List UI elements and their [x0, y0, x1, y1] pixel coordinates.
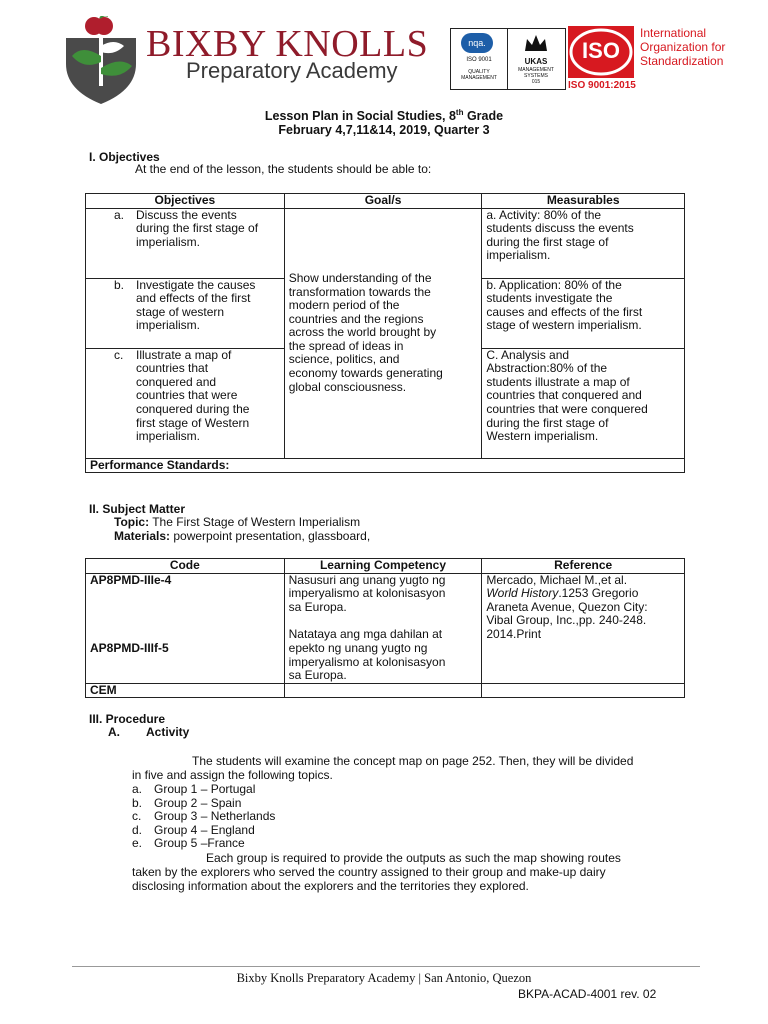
- topic-value: The First Stage of Western Imperialism: [149, 515, 361, 529]
- group-text: Group 5 –France: [154, 836, 245, 851]
- goal-line: global consciousness.: [288, 379, 407, 394]
- measurable-line: countries that conquered and: [486, 388, 642, 403]
- output-paragraph-line: disclosing information about the explorers and the territories they explored.: [132, 879, 529, 893]
- list-marker: b.: [114, 277, 125, 292]
- objective-line: Discuss the events: [136, 207, 237, 222]
- measurable-line: students illustrate a map of: [486, 374, 630, 389]
- goal-line: transformation towards the: [288, 284, 431, 299]
- materials-line: [114, 530, 370, 544]
- cert-number: 015: [531, 79, 541, 85]
- competency-line: Natataya ang mga dahilan at: [288, 627, 443, 642]
- column-header: Code: [86, 559, 285, 574]
- reference-line: [486, 587, 680, 601]
- objective-line: imperialism.: [136, 234, 201, 249]
- competency-line: imperyalismo at kolonisasyon: [288, 654, 446, 669]
- measurable-line: students investigate the: [486, 291, 613, 306]
- column-header: Reference: [482, 559, 685, 574]
- footer-divider: [72, 966, 700, 967]
- list-marker: a.: [132, 782, 143, 796]
- measurable-line: during the first stage of: [486, 415, 609, 430]
- measurable-cell: [482, 348, 685, 458]
- objective-line: during the first stage of: [136, 221, 259, 236]
- measurable-line: causes and effects of the first: [486, 304, 643, 319]
- competency-line: imperyalismo at kolonisasyon: [288, 586, 446, 601]
- crown-icon: [523, 33, 549, 53]
- list-marker: c.: [132, 809, 142, 824]
- goal-line: science, politics, and: [288, 352, 400, 367]
- lesson-title-superscript: th: [455, 108, 464, 117]
- topic-line: [114, 516, 360, 530]
- output-paragraph-line: Each group is required to provide the outputs as such the map showing routes: [206, 851, 621, 865]
- measurable-line: during the first stage of: [486, 234, 609, 249]
- objective-line: first stage of Western: [136, 415, 250, 430]
- measurable-line: Western imperialism.: [486, 429, 599, 444]
- table-row: [86, 573, 685, 683]
- cem-label: CEM: [86, 683, 285, 698]
- iso-logo-text: ISO: [582, 38, 620, 63]
- materials-label: Materials:: [114, 529, 171, 543]
- certification-badges: [450, 28, 566, 90]
- cert-iso-label: ISO 9001: [466, 57, 492, 63]
- competency-line: epekto ng unang yugto ng: [288, 640, 428, 655]
- objective-line: imperialism.: [136, 318, 201, 333]
- output-paragraph-line: taken by the explorers who served the country assigned to their group and make-up dairy: [132, 865, 606, 879]
- brand-name: BIXBY KNOLLS: [146, 23, 429, 65]
- objective-cell: [86, 348, 285, 458]
- iso-caption: ISO 9001:2015: [568, 80, 636, 91]
- topic-label: Topic:: [114, 515, 150, 529]
- iso-org-line: International: [640, 26, 707, 40]
- measurable-line: students discuss the events: [486, 221, 634, 236]
- competency-code: AP8PMD-IIIe-4: [90, 572, 172, 587]
- empty-cell: [284, 683, 482, 698]
- measurable-cell: [482, 208, 685, 278]
- goal-line: modern period of the: [288, 298, 400, 313]
- academy-logo-icon: [62, 16, 140, 104]
- lesson-title: [0, 108, 768, 123]
- cert-mgmt-label: MANAGEMENT SYSTEMS: [518, 67, 554, 79]
- iso-logo-icon: [568, 26, 634, 78]
- materials-value: powerpoint presentation, glassboard,: [170, 529, 371, 543]
- activity-paragraph-line: The students will examine the concept map on page 252. Then, they will be divided: [192, 754, 634, 768]
- group-text: Group 2 – Spain: [154, 795, 242, 810]
- objective-line: stage of western: [136, 304, 225, 319]
- objective-line: and effects of the first: [136, 291, 251, 306]
- reference-line: Araneta Avenue, Quezon City:: [486, 599, 648, 614]
- measurable-line: imperialism.: [486, 248, 551, 263]
- goal-line: economy towards generating: [288, 366, 443, 381]
- performance-standards-label: Performance Standards:: [86, 458, 685, 473]
- brand-subtitle: Preparatory Academy: [186, 58, 398, 83]
- list-marker: c.: [114, 347, 124, 362]
- activity-marker: A.: [108, 725, 120, 739]
- list-marker: d.: [132, 822, 143, 837]
- list-item: [132, 783, 275, 797]
- reference-cell: [482, 573, 685, 683]
- objectives-heading: I. Objectives: [89, 150, 160, 164]
- competency-line: Nasusuri ang unang yugto ng: [288, 572, 446, 587]
- measurable-line: Abstraction:80% of the: [486, 361, 608, 376]
- objective-line: Investigate the causes: [136, 277, 256, 292]
- lesson-date: February 4,7,11&14, 2019, Quarter 3: [278, 123, 490, 137]
- reference-line: Vibal Group, Inc.,pp. 240-248.: [486, 613, 647, 628]
- list-marker: b.: [132, 795, 143, 810]
- objective-cell: [86, 208, 285, 278]
- competency-code: AP8PMD-IIIf-5: [90, 640, 169, 655]
- code-cell: [86, 573, 285, 683]
- measurable-line: C. Analysis and: [486, 347, 570, 362]
- objective-cell: [86, 278, 285, 348]
- iso-org-line: Organization for: [640, 40, 726, 54]
- goal-line: the spread of ideas in: [288, 338, 404, 353]
- reference-title: World History: [486, 586, 559, 601]
- measurable-cell: [482, 278, 685, 348]
- objective-line: countries that: [136, 361, 209, 376]
- competency-cell: [284, 573, 482, 683]
- competency-table: [85, 558, 685, 698]
- measurable-line: a. Activity: 80% of the: [486, 207, 602, 222]
- column-header: Objectives: [86, 194, 285, 209]
- group-text: Group 3 – Netherlands: [154, 809, 276, 824]
- cert-ukas-label: UKAS: [524, 57, 548, 66]
- objective-line: Illustrate a map of: [136, 347, 232, 362]
- activity-paragraph-line: in five and assign the following topics.: [132, 768, 333, 782]
- cert-quality-label: QUALITY MANAGEMENT: [461, 69, 497, 81]
- list-item: [132, 824, 275, 838]
- footer-text: Bixby Knolls Preparatory Academy | San Antonio, Quezon: [236, 971, 532, 985]
- goal-cell: [284, 208, 482, 458]
- objective-line: imperialism.: [136, 429, 201, 444]
- reference-address: .1253 Gregorio: [558, 586, 639, 601]
- objective-line: conquered and: [136, 374, 217, 389]
- competency-line: sa Europa.: [288, 599, 347, 614]
- activity-heading-text: Activity: [146, 725, 190, 739]
- table-row: [86, 208, 685, 278]
- group-list: [132, 783, 275, 851]
- column-header: Goal/s: [284, 194, 482, 209]
- table-row: [86, 683, 685, 698]
- group-text: Group 1 – Portugal: [154, 782, 256, 796]
- iso-organization-name: [640, 26, 725, 68]
- nqa-logo-icon: nqa.: [461, 33, 493, 53]
- list-item: [132, 797, 275, 811]
- activity-heading: [108, 725, 189, 739]
- goal-line: across the world brought by: [288, 325, 437, 340]
- group-text: Group 4 – England: [154, 822, 255, 837]
- list-item: [132, 810, 275, 824]
- objectives-table: [85, 193, 685, 473]
- lesson-title-text: Lesson Plan in Social Studies, 8: [264, 109, 456, 124]
- list-item: [132, 837, 275, 851]
- reference-line: 2014.Print: [486, 626, 542, 641]
- iso-org-line: Standardization: [640, 54, 724, 68]
- measurable-line: stage of western imperialism.: [486, 318, 642, 333]
- goal-line: Show understanding of the: [288, 270, 432, 285]
- objective-line: conquered during the: [136, 401, 250, 416]
- objective-line: countries that were: [136, 388, 238, 403]
- competency-line: sa Europa.: [288, 668, 347, 683]
- document-code: BKPA-ACAD-4001 rev. 02: [518, 987, 657, 1001]
- table-row: [86, 458, 685, 473]
- empty-cell: [482, 683, 685, 698]
- goal-line: countries and the regions: [288, 311, 424, 326]
- lesson-title-suffix: Grade: [463, 109, 504, 124]
- measurable-line: countries that were conquered: [486, 401, 648, 416]
- procedure-heading: III. Procedure: [89, 712, 166, 726]
- column-header: Measurables: [482, 194, 685, 209]
- column-header: Learning Competency: [284, 559, 482, 574]
- measurable-line: b. Application: 80% of the: [486, 277, 622, 292]
- list-marker: a.: [114, 207, 125, 222]
- subject-heading: II. Subject Matter: [89, 502, 186, 516]
- list-marker: e.: [132, 836, 143, 851]
- objectives-intro: At the end of the lesson, the students should be able to:: [135, 162, 432, 176]
- cert-divider: [507, 29, 508, 89]
- reference-line: Mercado, Michael M.,et al.: [486, 572, 628, 587]
